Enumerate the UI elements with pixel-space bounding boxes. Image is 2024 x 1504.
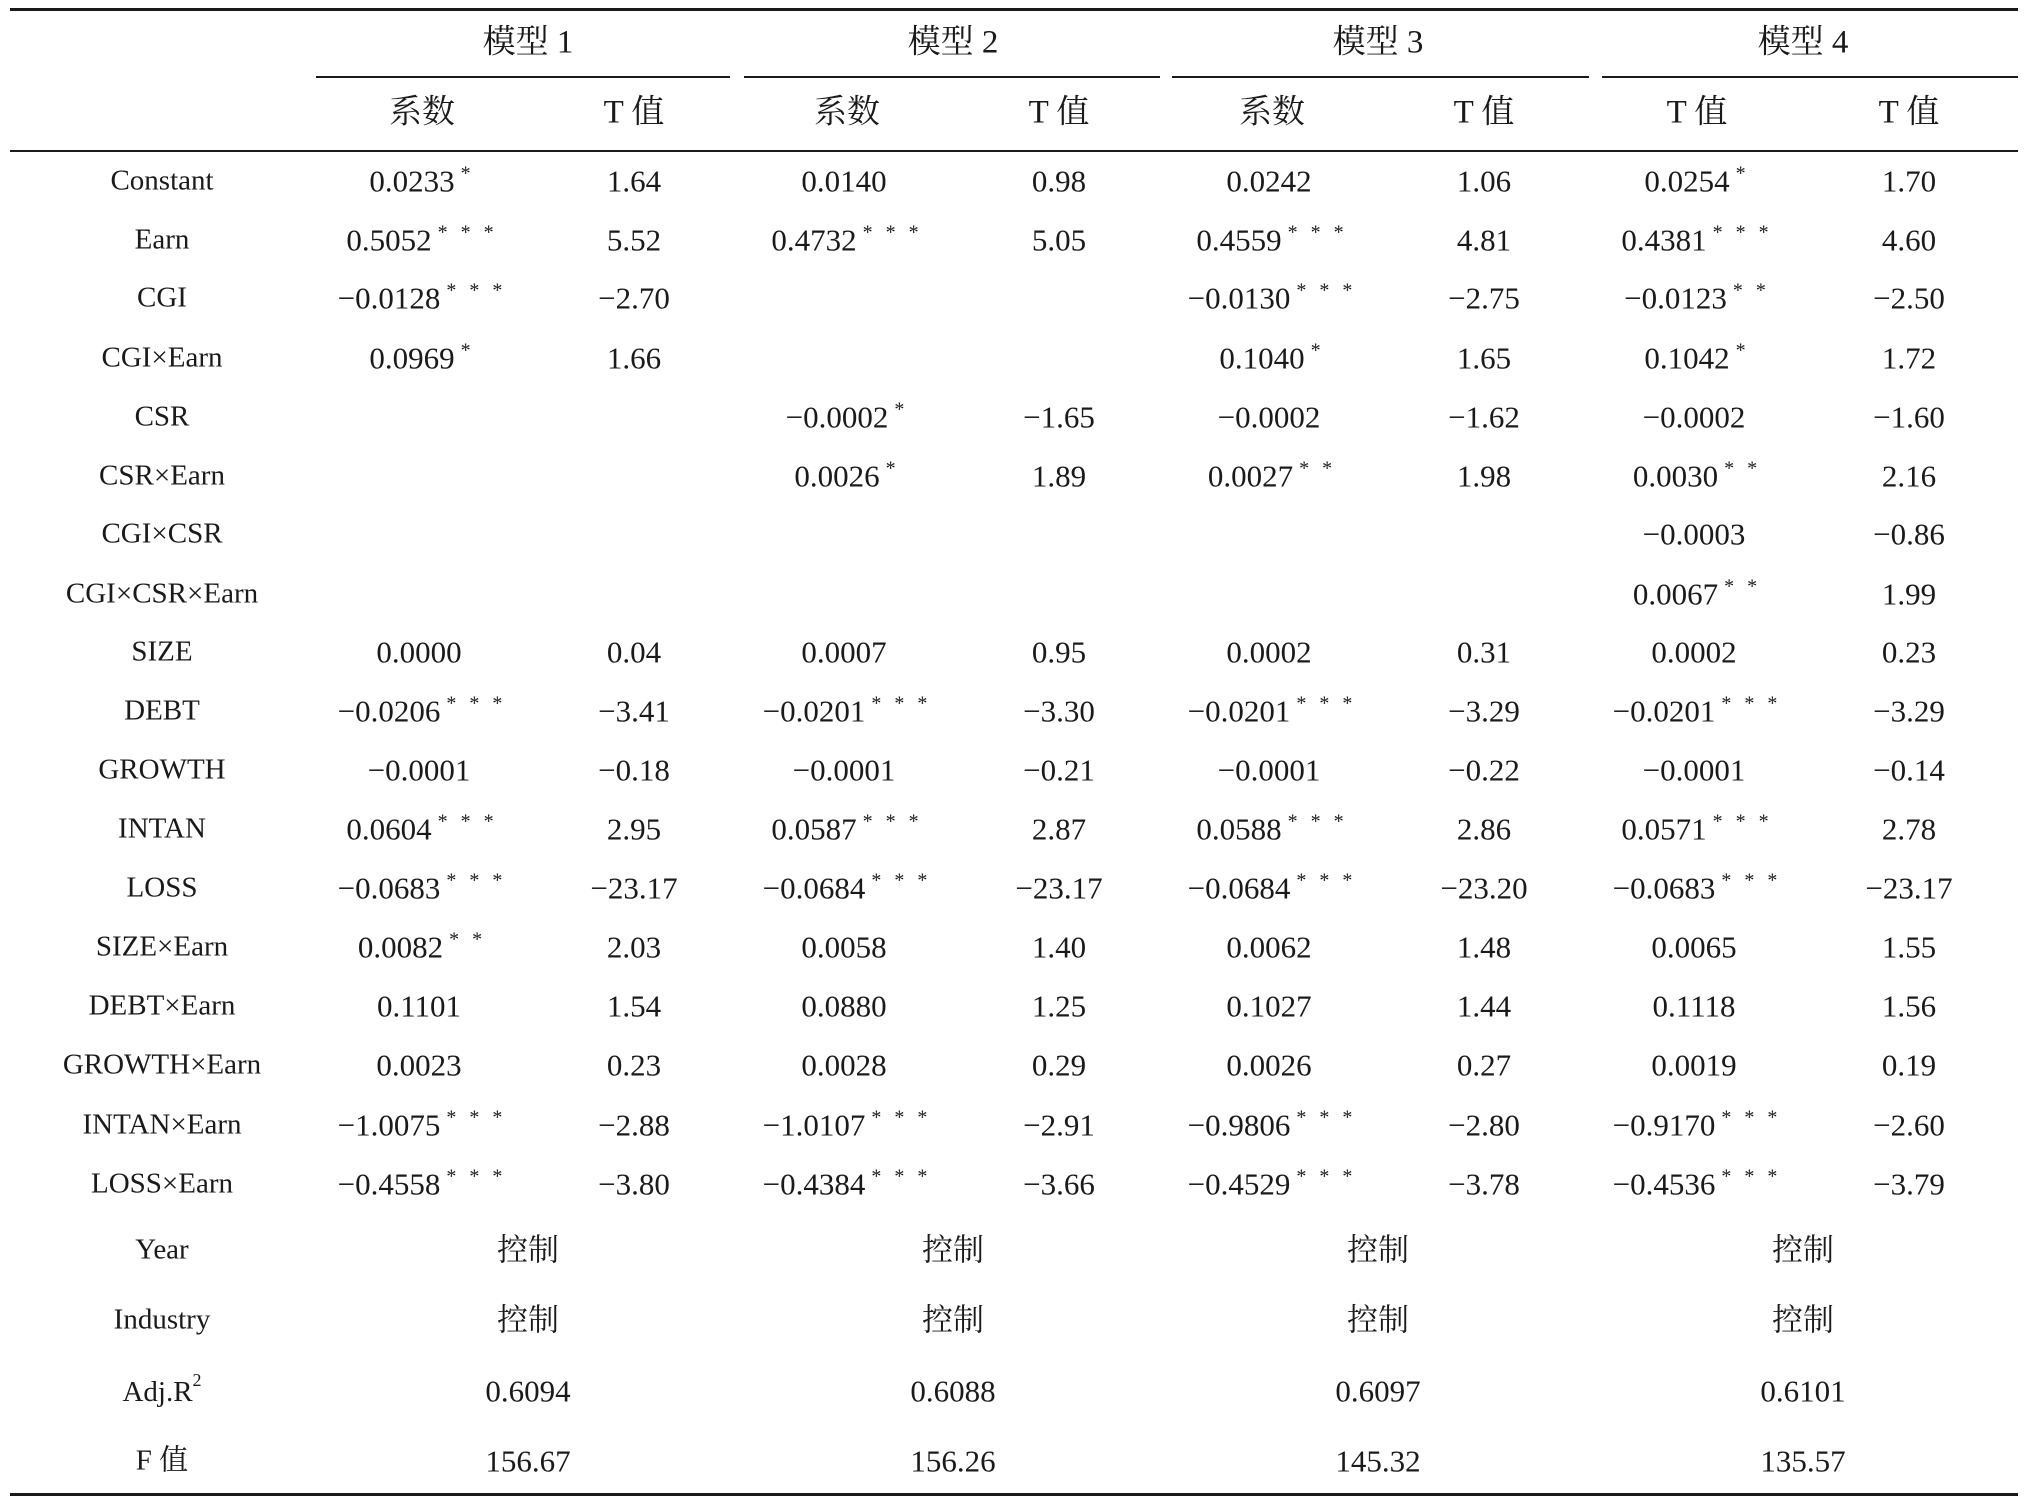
row-label: LOSS×Earn <box>90 1167 234 1200</box>
significance-stars: * * * <box>1712 810 1773 833</box>
coefficient-value: −0.0201 <box>762 693 866 729</box>
t-value-cell: −2.75 <box>1448 280 1520 316</box>
coefficient-value: 0.0880 <box>801 988 887 1024</box>
coefficient-value: 0.5052 <box>346 222 432 258</box>
coefficient-value: −0.0684 <box>1187 870 1291 906</box>
coefficient-value: 0.0027 <box>1207 458 1294 494</box>
model-header: 模型 3 <box>1332 24 1424 61</box>
footer-label-text: Adj.R <box>122 1375 193 1408</box>
significance-stars: * <box>1735 162 1750 185</box>
coefficient-value: 0.1118 <box>1652 988 1736 1024</box>
column-header-coef: 系数 <box>1239 94 1305 131</box>
coefficient-value: 0.0026 <box>1226 1047 1312 1083</box>
footer-value: 0.6088 <box>910 1373 996 1409</box>
t-value-cell: 1.54 <box>606 988 662 1024</box>
significance-stars: * * * <box>446 279 507 302</box>
coefficient-value: 0.0604 <box>346 811 432 847</box>
coefficient-cell <box>844 343 850 374</box>
row-label: Constant <box>110 164 214 197</box>
significance-stars: * * * <box>871 1106 932 1129</box>
t-value-cell: 0.98 <box>1031 163 1087 199</box>
coefficient-cell <box>844 283 850 314</box>
coefficient-cell <box>1207 457 1337 494</box>
t-value-cell: 1.98 <box>1456 458 1512 494</box>
significance-stars: * * * <box>871 1165 932 1188</box>
coefficient-cell <box>1226 163 1317 199</box>
coefficient-value: −0.0206 <box>337 693 441 729</box>
t-value-cell: 1.65 <box>1456 340 1512 376</box>
t-value-cell: −3.79 <box>1873 1166 1945 1202</box>
t-value-cell: −23.17 <box>1015 870 1103 906</box>
coefficient-value: −0.0123 <box>1624 280 1727 316</box>
t-value-cell: 1.06 <box>1456 163 1512 199</box>
coefficient-cell <box>801 929 892 965</box>
t-value-cell: 0.04 <box>606 634 662 670</box>
footer-value: 控制 <box>1347 1232 1409 1268</box>
coefficient-value: 0.0067 <box>1632 576 1719 612</box>
footer-value: 控制 <box>1772 1232 1834 1268</box>
t-value-cell: −2.91 <box>1023 1107 1095 1143</box>
column-header-t: T 值 <box>603 94 665 131</box>
t-value-cell: 1.64 <box>606 163 662 199</box>
footer-label-text: Year <box>135 1233 189 1266</box>
coefficient-value: −0.0201 <box>1187 693 1291 729</box>
t-value-cell: −1.60 <box>1873 399 1945 435</box>
coefficient-value: −0.0201 <box>1612 693 1716 729</box>
significance-stars: * * * <box>1712 221 1773 244</box>
t-value-cell: −0.22 <box>1448 752 1520 788</box>
footer-value: 0.6101 <box>1760 1373 1846 1409</box>
t-value-cell: −3.80 <box>598 1166 670 1202</box>
significance-stars: * * * <box>871 692 932 715</box>
coefficient-value: −0.0002 <box>1217 399 1321 435</box>
coefficient-cell <box>376 988 467 1024</box>
row-label: CGI <box>137 281 187 314</box>
coefficient-cell <box>801 634 892 670</box>
coefficient-value: −0.0683 <box>337 870 441 906</box>
t-value-cell: −23.20 <box>1440 870 1528 906</box>
coefficient-value: 0.1027 <box>1226 988 1312 1024</box>
t-value-cell: −2.70 <box>598 280 670 316</box>
t-value-cell: 0.95 <box>1031 634 1087 670</box>
coefficient-cell <box>771 221 923 258</box>
coefficient-cell <box>1632 575 1762 612</box>
coefficient-cell <box>1196 221 1348 258</box>
coefficient-cell <box>1644 339 1750 376</box>
significance-stars: * <box>1735 339 1750 362</box>
significance-stars: * <box>894 398 909 421</box>
coefficient-cell <box>1632 457 1762 494</box>
coefficient-cell <box>419 579 425 610</box>
significance-stars: * * * <box>1296 692 1357 715</box>
row-label: CGI×CSR <box>101 517 223 550</box>
coefficient-value: 0.0571 <box>1621 811 1707 847</box>
coefficient-cell <box>1642 399 1752 435</box>
t-value-cell: −3.78 <box>1448 1166 1520 1202</box>
coefficient-value: 0.0588 <box>1196 811 1282 847</box>
significance-stars: * * <box>1299 457 1337 480</box>
model-header-underline <box>1172 76 1589 78</box>
t-value-cell: 5.52 <box>606 222 662 258</box>
coefficient-cell <box>1269 519 1275 550</box>
significance-stars: * <box>885 457 900 480</box>
t-value-cell: 1.44 <box>1456 988 1512 1024</box>
footer-label-superscript: 2 <box>192 1370 202 1391</box>
coefficient-cell <box>762 692 932 729</box>
t-value-cell: 0.19 <box>1881 1047 1937 1083</box>
coefficient-value: 0.0019 <box>1651 1047 1737 1083</box>
column-header-coef: 系数 <box>389 94 455 131</box>
coefficient-cell <box>1612 1106 1782 1143</box>
coefficient-cell <box>792 752 902 788</box>
t-value-cell: 2.03 <box>606 929 662 965</box>
footer-row-label <box>113 1303 211 1336</box>
t-value-cell: −2.80 <box>1448 1107 1520 1143</box>
coefficient-value: −0.9806 <box>1187 1107 1291 1143</box>
model-header: 模型 4 <box>1757 24 1849 61</box>
t-value-cell: −3.29 <box>1873 693 1945 729</box>
coefficient-value: −0.0684 <box>762 870 866 906</box>
coefficient-cell <box>771 810 923 847</box>
coefficient-value: 0.0002 <box>1651 634 1737 670</box>
coefficient-cell <box>1187 279 1357 316</box>
coefficient-value: 0.0140 <box>801 163 887 199</box>
row-label: GROWTH <box>98 753 226 786</box>
coefficient-cell <box>1644 162 1750 199</box>
coefficient-value: 0.0062 <box>1226 929 1312 965</box>
coefficient-cell <box>1612 1165 1782 1202</box>
coefficient-cell <box>1187 1165 1357 1202</box>
t-value-cell: −3.30 <box>1023 693 1095 729</box>
coefficient-value: −0.4529 <box>1187 1166 1291 1202</box>
t-value-cell: −1.62 <box>1448 399 1520 435</box>
row-label: DEBT×Earn <box>88 989 236 1022</box>
t-value-cell: 2.95 <box>606 811 662 847</box>
coefficient-cell <box>367 752 477 788</box>
footer-row-label <box>135 1233 189 1266</box>
footer-value: 控制 <box>497 1232 559 1268</box>
table-header-rule <box>10 150 2018 152</box>
significance-stars: * * * <box>446 869 507 892</box>
t-value-cell: 1.89 <box>1031 458 1087 494</box>
coefficient-value: −0.0130 <box>1187 280 1291 316</box>
t-value-cell: 4.60 <box>1881 222 1937 258</box>
coefficient-cell <box>1187 1106 1357 1143</box>
t-value-cell: 1.55 <box>1881 929 1937 965</box>
coefficient-value: −0.0128 <box>337 280 441 316</box>
significance-stars: * <box>1310 339 1325 362</box>
t-value-cell: 0.23 <box>1881 634 1937 670</box>
coefficient-cell <box>1651 1047 1742 1083</box>
coefficient-cell <box>1226 634 1317 670</box>
t-value-cell: 2.86 <box>1456 811 1512 847</box>
coefficient-cell <box>1621 810 1773 847</box>
coefficient-cell <box>801 163 892 199</box>
model-header: 模型 1 <box>482 24 574 61</box>
coefficient-cell <box>376 634 467 670</box>
model-header: 模型 2 <box>907 24 999 61</box>
coefficient-value: 0.0026 <box>794 458 880 494</box>
coefficient-value: 0.0065 <box>1651 929 1737 965</box>
row-label: INTAN <box>118 812 206 845</box>
significance-stars: * * * <box>1721 692 1782 715</box>
column-header-coef: T 值 <box>1666 94 1728 131</box>
coefficient-cell <box>1651 634 1742 670</box>
coefficient-cell <box>1651 929 1742 965</box>
footer-value: 控制 <box>922 1232 984 1268</box>
coefficient-value: −0.0001 <box>792 752 896 788</box>
row-label: SIZE <box>131 635 193 668</box>
coefficient-cell <box>337 1106 507 1143</box>
coefficient-cell <box>419 519 425 550</box>
significance-stars: * * * <box>437 810 498 833</box>
coefficient-cell <box>1187 692 1357 729</box>
significance-stars: * * * <box>446 1165 507 1188</box>
footer-label-text: Industry <box>113 1303 211 1336</box>
footer-value: 135.57 <box>1760 1443 1846 1479</box>
coefficient-value: −0.4558 <box>337 1166 441 1202</box>
model-header-underline <box>1602 76 2018 78</box>
t-value-cell: 1.25 <box>1031 988 1087 1024</box>
t-value-cell: 1.56 <box>1881 988 1937 1024</box>
footer-value: 控制 <box>922 1302 984 1338</box>
row-label: Earn <box>134 223 190 256</box>
row-label: CGI×CSR×Earn <box>65 577 259 610</box>
coefficient-cell <box>369 162 475 199</box>
significance-stars: * * * <box>1296 1165 1357 1188</box>
coefficient-cell <box>1269 579 1275 610</box>
coefficient-value: 0.4381 <box>1621 222 1707 258</box>
t-value-cell: −0.18 <box>598 752 670 788</box>
coefficient-value: 0.0028 <box>801 1047 887 1083</box>
footer-value: 控制 <box>1772 1302 1834 1338</box>
t-value-cell: 2.78 <box>1881 811 1937 847</box>
significance-stars: * * * <box>1287 810 1348 833</box>
coefficient-value: −0.0001 <box>1217 752 1321 788</box>
t-value-cell: 1.40 <box>1031 929 1087 965</box>
t-value-cell: 5.05 <box>1031 222 1087 258</box>
coefficient-value: −0.0683 <box>1612 870 1716 906</box>
significance-stars: * * * <box>871 869 932 892</box>
t-value-cell: 1.70 <box>1881 163 1937 199</box>
coefficient-cell <box>1642 516 1752 552</box>
coefficient-cell <box>337 279 507 316</box>
coefficient-cell <box>1642 752 1752 788</box>
coefficient-value: 0.4732 <box>771 222 857 258</box>
coefficient-value: 0.0002 <box>1226 634 1312 670</box>
column-header-coef: 系数 <box>814 94 880 131</box>
t-value-cell: −2.88 <box>598 1107 670 1143</box>
coefficient-cell <box>1217 752 1327 788</box>
significance-stars: * * * <box>1721 1106 1782 1129</box>
coefficient-cell <box>801 988 892 1024</box>
t-value-cell: 2.87 <box>1031 811 1087 847</box>
model-header-underline <box>744 76 1160 78</box>
coefficient-cell <box>1612 869 1782 906</box>
row-label: CGI×Earn <box>101 341 223 374</box>
coefficient-value: −0.0002 <box>1642 399 1746 435</box>
footer-value: 156.67 <box>485 1443 571 1479</box>
t-value-cell: 0.29 <box>1031 1047 1087 1083</box>
table-bottom-rule <box>10 1493 2018 1496</box>
coefficient-value: −0.0001 <box>367 752 471 788</box>
coefficient-cell <box>1226 988 1317 1024</box>
coefficient-cell <box>762 869 932 906</box>
t-value-cell: −3.29 <box>1448 693 1520 729</box>
coefficient-cell <box>1652 988 1742 1024</box>
t-value-cell: 0.23 <box>606 1047 662 1083</box>
coefficient-value: 0.0058 <box>801 929 887 965</box>
coefficient-cell <box>1226 1047 1317 1083</box>
footer-row-label <box>122 1370 202 1408</box>
coefficient-cell <box>357 928 487 965</box>
coefficient-cell <box>1621 221 1773 258</box>
t-value-cell: 2.16 <box>1881 458 1937 494</box>
coefficient-value: 0.4559 <box>1196 222 1282 258</box>
significance-stars: * <box>460 339 475 362</box>
significance-stars: * * * <box>446 692 507 715</box>
coefficient-value: 0.0082 <box>357 929 444 965</box>
coefficient-value: −0.0001 <box>1642 752 1746 788</box>
coefficient-value: 0.0023 <box>376 1047 462 1083</box>
t-value-cell: −23.17 <box>590 870 678 906</box>
coefficient-value: 0.0030 <box>1632 458 1719 494</box>
table-top-rule <box>10 8 2018 11</box>
row-label: LOSS <box>126 871 198 904</box>
significance-stars: * * * <box>437 221 498 244</box>
coefficient-cell <box>794 457 900 494</box>
column-header-t: T 值 <box>1878 94 1940 131</box>
coefficient-cell <box>844 579 850 610</box>
column-header-t: T 值 <box>1453 94 1515 131</box>
coefficient-value: 0.0969 <box>369 340 455 376</box>
t-value-cell: 4.81 <box>1456 222 1512 258</box>
coefficient-cell <box>785 398 909 435</box>
coefficient-cell <box>1196 810 1348 847</box>
coefficient-value: 0.0000 <box>376 634 462 670</box>
t-value-cell: −3.41 <box>598 693 670 729</box>
footer-value: 控制 <box>1347 1302 1409 1338</box>
t-value-cell: 1.66 <box>606 340 662 376</box>
coefficient-value: −0.4536 <box>1612 1166 1716 1202</box>
row-label: SIZE×Earn <box>95 930 229 963</box>
significance-stars: * * * <box>446 1106 507 1129</box>
row-label: CSR <box>134 400 190 433</box>
significance-stars: * * * <box>1721 1165 1782 1188</box>
significance-stars: * * * <box>1287 221 1348 244</box>
t-value-cell: −2.60 <box>1873 1107 1945 1143</box>
row-label: CSR×Earn <box>99 459 225 492</box>
coefficient-cell <box>1217 399 1327 435</box>
coefficient-value: 0.0007 <box>801 634 887 670</box>
coefficient-value: −0.0003 <box>1642 516 1746 552</box>
t-value-cell: 0.27 <box>1456 1047 1512 1083</box>
t-value-cell: −0.86 <box>1873 516 1945 552</box>
t-value-cell: 1.99 <box>1881 576 1937 612</box>
coefficient-cell <box>337 869 507 906</box>
coefficient-cell <box>369 339 475 376</box>
t-value-cell: −23.17 <box>1865 870 1953 906</box>
t-value-cell: −2.50 <box>1873 280 1945 316</box>
t-value-cell: 0.31 <box>1456 634 1512 670</box>
coefficient-cell <box>801 1047 892 1083</box>
significance-stars: * * * <box>1296 279 1357 302</box>
t-value-cell: −1.65 <box>1023 399 1095 435</box>
significance-stars: * * <box>1732 279 1770 302</box>
coefficient-cell <box>419 461 425 492</box>
footer-value: 控制 <box>497 1302 559 1338</box>
significance-stars: * * * <box>1296 869 1357 892</box>
coefficient-value: 0.1101 <box>376 988 462 1024</box>
coefficient-value: −1.0107 <box>762 1107 866 1143</box>
significance-stars: * * * <box>862 810 923 833</box>
coefficient-cell <box>1219 339 1325 376</box>
significance-stars: * <box>460 162 475 185</box>
coefficient-value: 0.1040 <box>1219 340 1305 376</box>
coefficient-cell <box>1612 692 1782 729</box>
t-value-cell: −0.14 <box>1873 752 1945 788</box>
coefficient-cell <box>346 810 498 847</box>
footer-value: 156.26 <box>910 1443 996 1479</box>
coefficient-value: −1.0075 <box>337 1107 441 1143</box>
coefficient-value: 0.0587 <box>771 811 857 847</box>
row-label: GROWTH×Earn <box>62 1048 262 1081</box>
footer-value: 0.6097 <box>1335 1373 1421 1409</box>
t-value-cell: −0.21 <box>1023 752 1095 788</box>
model-header-underline <box>316 76 730 78</box>
coefficient-value: −0.9170 <box>1612 1107 1716 1143</box>
t-value-cell: 1.72 <box>1881 340 1937 376</box>
coefficient-cell <box>376 1047 467 1083</box>
t-value-cell: 1.48 <box>1456 929 1512 965</box>
footer-row-label <box>135 1444 189 1477</box>
coefficient-cell <box>1226 929 1317 965</box>
t-value-cell: −3.66 <box>1023 1166 1095 1202</box>
column-header-t: T 值 <box>1028 94 1090 131</box>
footer-value: 145.32 <box>1335 1443 1421 1479</box>
coefficient-cell <box>337 692 507 729</box>
coefficient-value: −0.4384 <box>762 1166 866 1202</box>
coefficient-value: −0.0002 <box>785 399 889 435</box>
significance-stars: * * * <box>862 221 923 244</box>
footer-label-text: F 值 <box>135 1444 189 1477</box>
row-label: DEBT <box>124 694 200 727</box>
coefficient-value: 0.0242 <box>1226 163 1312 199</box>
coefficient-cell <box>1187 869 1357 906</box>
coefficient-cell <box>844 519 850 550</box>
coefficient-cell <box>762 1106 932 1143</box>
coefficient-value: 0.0254 <box>1644 163 1730 199</box>
coefficient-cell <box>1624 279 1770 316</box>
significance-stars: * * * <box>1721 869 1782 892</box>
coefficient-cell <box>762 1165 932 1202</box>
significance-stars: * * <box>1724 457 1762 480</box>
significance-stars: * * <box>449 928 487 951</box>
coefficient-cell <box>337 1165 507 1202</box>
significance-stars: * * * <box>1296 1106 1357 1129</box>
coefficient-cell <box>346 221 498 258</box>
significance-stars: * * <box>1724 575 1762 598</box>
coefficient-value: 0.0233 <box>369 163 455 199</box>
row-label: INTAN×Earn <box>82 1108 242 1141</box>
coefficient-cell <box>419 402 425 433</box>
footer-value: 0.6094 <box>485 1373 571 1409</box>
coefficient-value: 0.1042 <box>1644 340 1730 376</box>
